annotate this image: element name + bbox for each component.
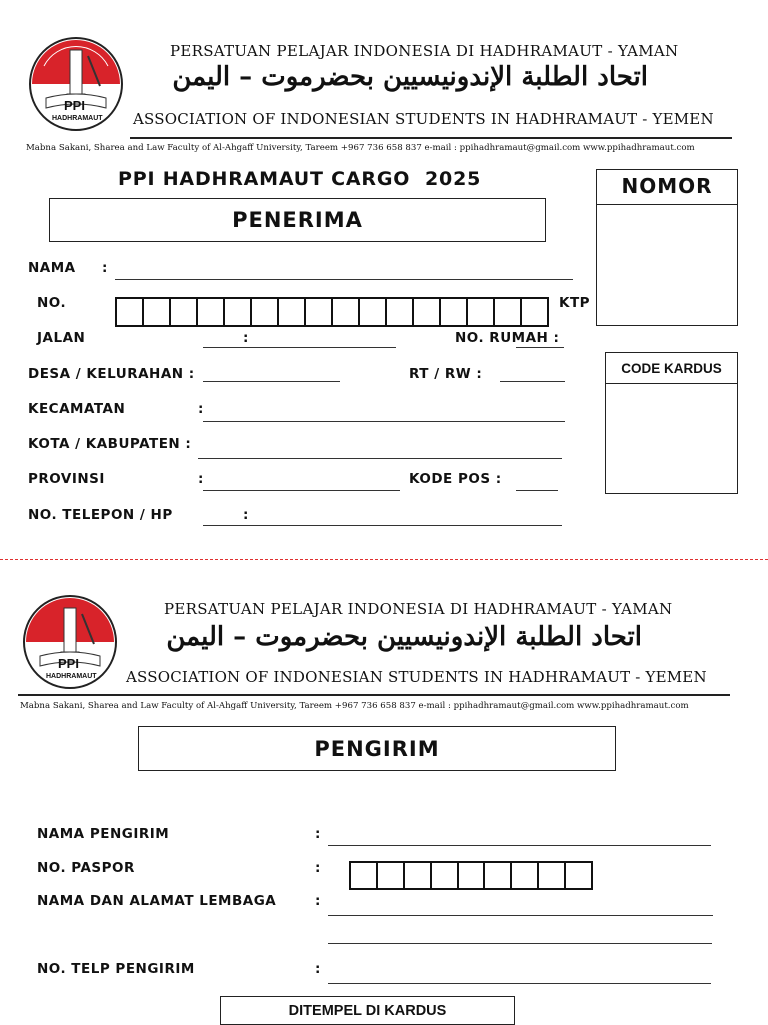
telp-pengirim-colon: : [315,961,321,977]
nama-pengirim-line[interactable] [328,845,711,846]
kota-line[interactable] [198,458,562,459]
nomor-divider [597,204,737,205]
kecamatan-colon: : [198,401,204,417]
telepon-label: NO. TELEPON / HP [28,507,173,523]
header-rule-2 [18,694,730,696]
org-logo [24,36,128,132]
code-kardus-divider [606,383,737,384]
provinsi-colon: : [198,471,204,487]
lembaga-line-1[interactable] [328,915,713,916]
ditempel-box [220,996,515,1025]
form-title: PPI HADHRAMAUT CARGO 2025 [118,168,482,190]
lembaga-label: NAMA DAN ALAMAT LEMBAGA [37,893,277,909]
telp-pengirim-line[interactable] [328,983,711,984]
nama-pengirim-label: NAMA PENGIRIM [37,826,170,842]
arabic-org-name-2: اتحاد الطلبة الإندونيسيين بحضرموت – اليمن [166,622,642,652]
header-address-2: Mabna Sakani, Sharea and Law Faculty of Al-Ahgaff University, Tareem +967 736 658 837 e-mail : ppihadhramaut@gmail.com www.ppihadhramaut.com [20,701,689,711]
paspor-cells[interactable] [349,861,593,890]
pengirim-title: PENGIRIM [314,736,440,761]
nama-colon: : [102,260,108,276]
lembaga-colon: : [315,893,321,909]
penerima-title: PENERIMA [232,208,363,232]
nama-pengirim-colon: : [315,826,321,842]
no-rumah-line[interactable] [516,347,564,348]
telp-pengirim-label: NO. TELP PENGIRIM [37,961,195,977]
kota-label: KOTA / KABUPATEN : [28,436,192,452]
cut-line [0,559,768,560]
kodepos-line[interactable] [516,490,558,491]
english-org-name-2: ASSOCIATION OF INDONESIAN STUDENTS IN HADHRAMAUT - YEMEN [126,668,707,686]
jalan-line[interactable] [203,347,396,348]
nomor-label: NOMOR [621,174,713,198]
desa-line[interactable] [203,381,340,382]
paspor-label: NO. PASPOR [37,860,135,876]
ktp-label: KTP [559,295,591,311]
logo-sub-2: HADHRAMAUT [46,673,97,680]
nomor-box[interactable] [596,169,738,326]
lembaga-line-2[interactable] [328,943,712,944]
provinsi-line[interactable] [203,490,400,491]
jalan-colon: : [243,330,249,346]
nama-line[interactable] [115,279,573,280]
org-name-2: PERSATUAN PELAJAR INDONESIA DI HADHRAMAUT - YAMAN [164,600,673,618]
desa-label: DESA / KELURAHAN : [28,366,195,382]
ditempel-label: DITEMPEL DI KARDUS [288,1002,447,1019]
ktp-cells[interactable] [115,297,549,327]
penerima-title-box [49,198,546,242]
no-label: NO. [37,295,67,311]
english-org-name: ASSOCIATION OF INDONESIAN STUDENTS IN HADHRAMAUT - YEMEN [133,110,714,128]
jalan-label: JALAN [37,330,86,346]
header-rule [130,137,732,139]
logo-abbr-2: PPI [58,656,79,671]
code-kardus-label: CODE KARDUS [621,361,722,376]
rtrw-label: RT / RW : [409,366,483,382]
rtrw-line[interactable] [500,381,565,382]
kecamatan-label: KECAMATAN [28,401,126,417]
provinsi-label: PROVINSI [28,471,105,487]
paspor-colon: : [315,860,321,876]
nama-label: NAMA [28,260,76,276]
telepon-colon: : [243,507,249,523]
kecamatan-line[interactable] [203,421,565,422]
pengirim-title-box [138,726,616,771]
code-kardus-box[interactable] [605,352,738,494]
org-name: PERSATUAN PELAJAR INDONESIA DI HADHRAMAUT - YAMAN [170,42,679,60]
logo-sub: HADHRAMAUT [52,115,103,122]
header-address: Mabna Sakani, Sharea and Law Faculty of Al-Ahgaff University, Tareem +967 736 658 837 e-mail : ppihadhramaut@gmail.com www.ppihadhramaut.com [26,143,695,153]
no-rumah-label: NO. RUMAH : [455,330,560,346]
telepon-line[interactable] [203,525,562,526]
org-logo-2 [18,594,122,690]
kodepos-label: KODE POS : [409,471,502,487]
logo-abbr: PPI [64,98,85,113]
arabic-org-name: اتحاد الطلبة الإندونيسيين بحضرموت – اليمن [172,62,648,92]
